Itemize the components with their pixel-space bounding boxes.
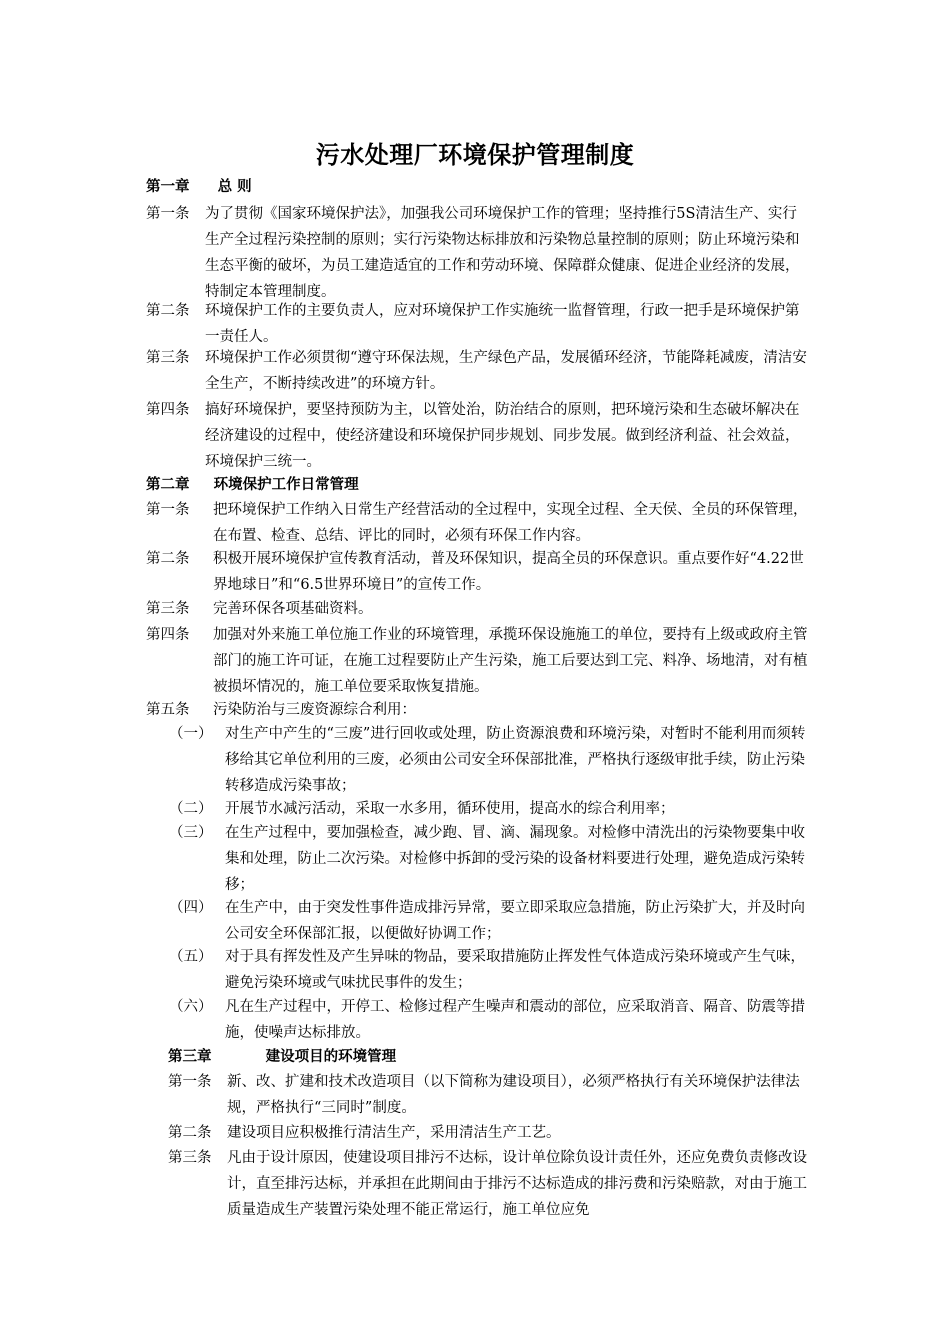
article-text: 环境保护工作必须贯彻“遵守环保法规，生产绿色产品，发展循环经济，节能降耗减废，清洁安全生产，不断持续改进”的环境方针。 <box>205 350 807 392</box>
chapter-name: 总 则 <box>217 179 252 195</box>
item-text: 在生产过程中，要加强检查，减少跑、冒、滴、漏现象。对检修中清洗出的污染物要集中收集和处理，防止二次污染。对检修中拆卸的受污染的设备材料要进行处理，避免造成污染转移； <box>225 825 805 893</box>
article-1-3 <box>146 345 811 397</box>
article-2-2 <box>146 546 811 598</box>
chapter-heading-1 <box>146 176 252 198</box>
article-text: 搞好环境保护，要坚持预防为主，以管处治，防治结合的原则，把环境污染和生态破坏解决在经济建设的过程中，使经济建设和环境保护同步规划、同步发展。做到经济利益、社会效益，环境保护三统一。 <box>205 402 800 470</box>
document-title: 污水处理厂环境保护管理制度 <box>315 141 635 169</box>
article-label: 第三条 <box>146 601 190 617</box>
article-label: 第二条 <box>168 1125 212 1141</box>
article-label: 第一条 <box>146 502 190 518</box>
chapter-name: 建设项目的环境管理 <box>265 1049 397 1065</box>
article-text: 积极开展环境保护宣传教育活动，普及环保知识，提高全员的环保意识。重点要作好“4.22世界地球日”和“6.5世界环境日”的宣传工作。 <box>213 551 804 593</box>
article-1-1 <box>146 201 811 305</box>
article-text: 把环境保护工作纳入日常生产经营活动的全过程中，实现全过程、全天侯、全员的环保管理，在布置、检查、总结、评比的同时，必须有环保工作内容。 <box>213 502 808 544</box>
list-item-2 <box>169 796 811 822</box>
article-text: 建设项目应积极推行清洁生产，采用清洁生产工艺。 <box>227 1125 561 1141</box>
item-text: 对生产中产生的“三废”进行回收或处理，防止资源浪费和环境污染，对暂时不能利用而须转移给其它单位利用的三废，必须由公司安全环保部批准，严格执行逐级审批手续，防止污染转移造成污染事故； <box>225 726 806 794</box>
item-text: 凡在生产过程中，开停工、检修过程产生噪声和震动的部位，应采取消音、隔音、防震等措施，使噪声达标排放。 <box>225 999 805 1041</box>
article-1-2 <box>146 298 811 350</box>
item-label: （五） <box>169 949 213 965</box>
item-label: （六） <box>169 999 213 1015</box>
article-label: 第二条 <box>146 551 190 567</box>
article-3-2 <box>168 1120 811 1146</box>
chapter-number: 第二章 <box>146 477 190 493</box>
chapter-name: 环境保护工作日常管理 <box>213 477 359 493</box>
article-3-1 <box>168 1069 811 1121</box>
item-text: 在生产中，由于突发性事件造成排污异常，要立即采取应急措施，防止污染扩大，并及时向公司安全环保部汇报，以便做好协调工作； <box>225 900 805 942</box>
article-label: 第四条 <box>146 627 190 643</box>
article-text: 凡由于设计原因，使建设项目排污不达标，设计单位除负设计责任外，还应免费负责修改设计，直至排污达标，并承担在此期间由于排污不达标造成的排污费和污染赔款，对由于施工质量造成生产装置污染处理不能正常运行，施工单位应免 <box>227 1150 807 1218</box>
article-text: 污染防治与三废资源综合利用： <box>213 702 416 718</box>
article-2-4 <box>146 622 811 700</box>
article-label: 第一条 <box>168 1074 212 1090</box>
chapter-heading-2 <box>146 474 359 496</box>
article-label: 第四条 <box>146 402 190 418</box>
list-item-4 <box>169 895 811 947</box>
item-label: （四） <box>169 900 213 916</box>
article-2-1 <box>146 497 811 549</box>
item-label: （二） <box>169 801 213 817</box>
chapter-heading-3 <box>168 1046 396 1068</box>
article-label: 第五条 <box>146 702 190 718</box>
item-text: 对于具有挥发性及产生异味的物品，要采取措施防止挥发性气体造成污染环境或产生气味，避免污染环境或气味扰民事件的发生； <box>225 949 805 991</box>
item-text: 开展节水减污活动，采取一水多用，循环使用，提高水的综合利用率； <box>225 801 675 817</box>
list-item-6 <box>169 994 811 1046</box>
list-item-5 <box>169 944 811 996</box>
article-text: 完善环保各项基础资料。 <box>213 601 373 617</box>
article-label: 第三条 <box>146 350 190 366</box>
item-label: （三） <box>169 825 213 841</box>
article-label: 第一条 <box>146 206 190 222</box>
article-label: 第二条 <box>146 303 190 319</box>
article-label: 第三条 <box>168 1150 212 1166</box>
article-2-3 <box>146 596 811 622</box>
item-label: （一） <box>169 726 213 742</box>
chapter-number: 第三章 <box>168 1049 212 1065</box>
chapter-number: 第一章 <box>146 179 190 195</box>
article-1-4 <box>146 397 811 475</box>
list-item-3 <box>169 820 811 898</box>
article-2-5 <box>146 697 811 723</box>
article-text: 加强对外来施工单位施工作业的环境管理，承揽环保设施施工的单位，要持有上级或政府主管部门的施工许可证，在施工过程要防止产生污染，施工后要达到工完、料净、场地清，对有植被损坏情况的，施工单位要采取恢复措施。 <box>213 627 808 695</box>
article-3-3 <box>168 1145 811 1223</box>
article-text: 新、改、扩建和技术改造项目（以下简称为建设项目），必须严格执行有关环境保护法律法规，严格执行“三同时”制度。 <box>227 1074 800 1116</box>
article-text: 为了贯彻《国家环境保护法》，加强我公司环境保护工作的管理；坚持推行5S清洁生产、实行生产全过程污染控制的原则；实行污染物达标排放和污染物总量控制的原则；防止环境污染和生态平衡的破坏，为员工建造适宜的工作和劳动环境、保障群众健康、促进企业经济的发展，特制定本管理制度。 <box>205 206 800 300</box>
list-item-1 <box>169 721 811 799</box>
article-text: 环境保护工作的主要负责人，应对环境保护工作实施统一监督管理，行政一把手是环境保护第一责任人。 <box>205 303 800 345</box>
